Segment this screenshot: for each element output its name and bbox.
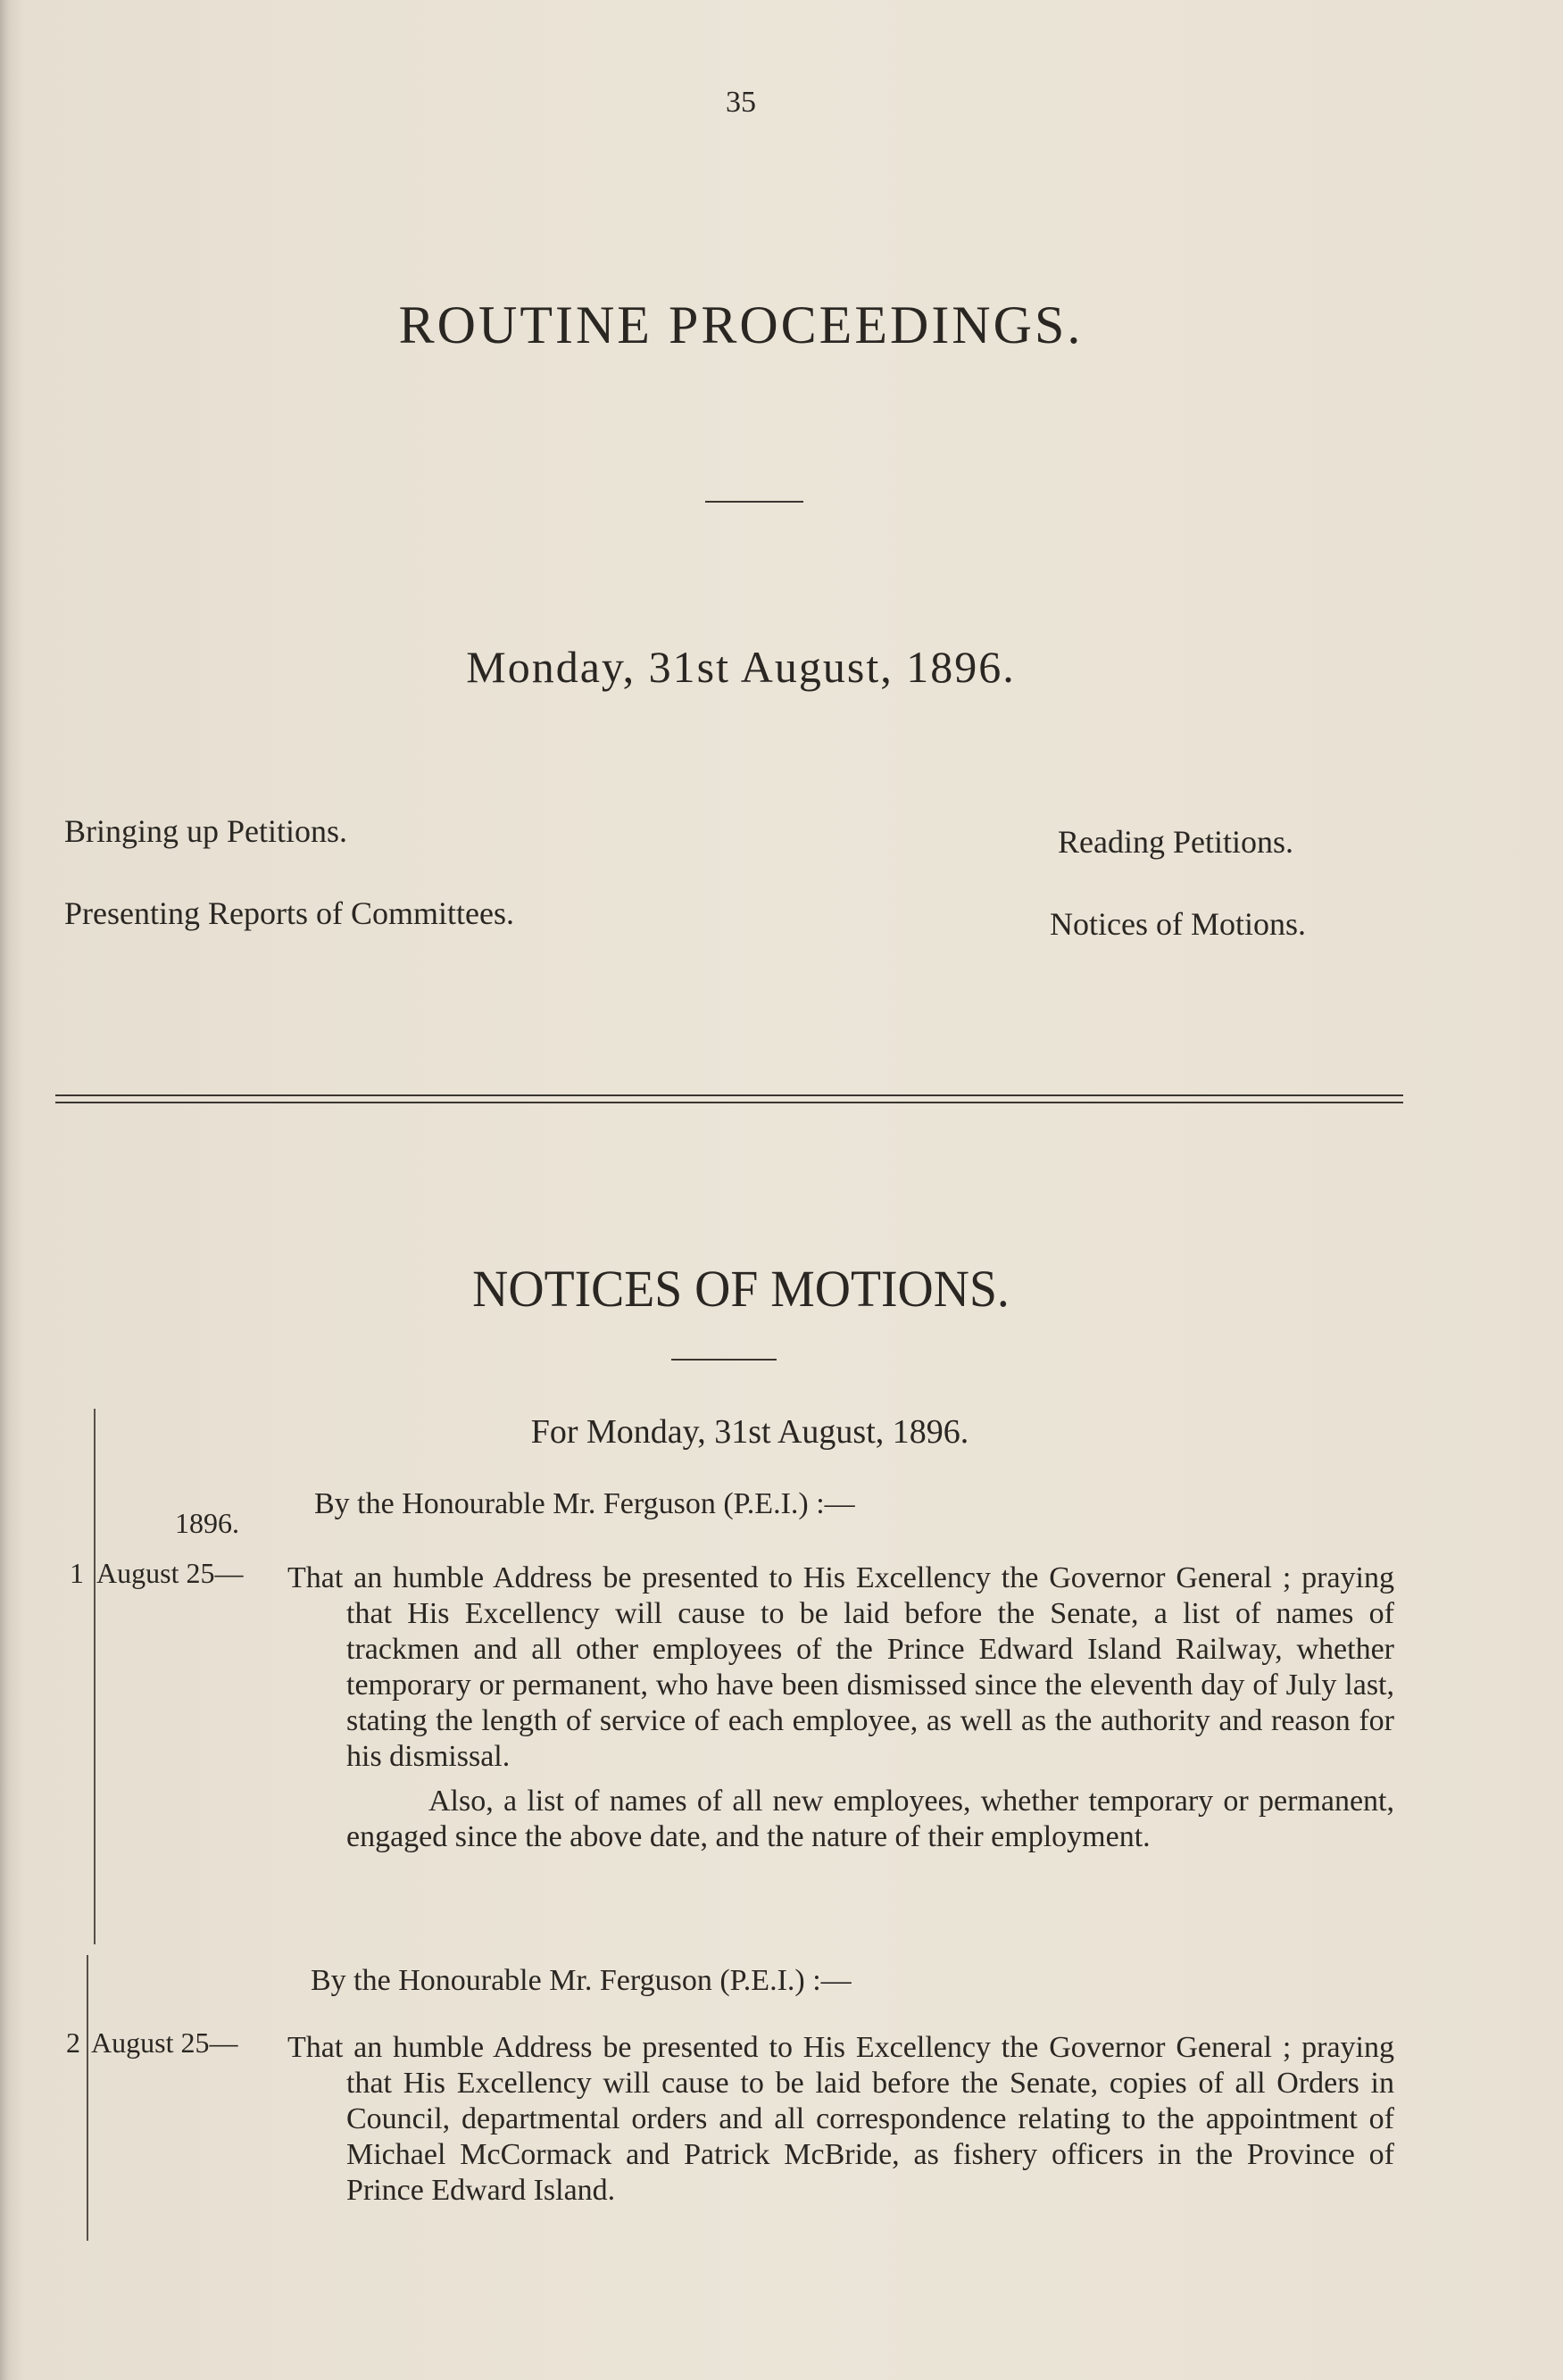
motion-number: 1 bbox=[70, 1557, 84, 1589]
routine-item-notices-of-motions: Notices of Motions. bbox=[1050, 906, 1306, 942]
routine-item-bringing-up-petitions: Bringing up Petitions. bbox=[64, 813, 348, 849]
motion-margin-rule bbox=[87, 1955, 88, 2241]
page-number: 35 bbox=[726, 86, 756, 119]
motion-margin-rule bbox=[94, 1409, 96, 1944]
short-rule bbox=[705, 501, 803, 503]
motion-date: August 25— bbox=[91, 2026, 238, 2059]
motion-number: 2 bbox=[66, 2026, 80, 2059]
motion-text-block bbox=[287, 2030, 1394, 2209]
double-rule-divider bbox=[55, 1094, 1403, 1103]
motion-text-continued: Also, a list of names of all new employees, whether temporary or permanent, engaged since the above date, and the nature of their employment. bbox=[346, 1785, 1394, 1853]
routine-item-reading-petitions: Reading Petitions. bbox=[1058, 824, 1293, 860]
motion-mover: By the Honourable Mr. Ferguson (P.E.I.) :— bbox=[314, 1487, 855, 1520]
for-date-heading: For Monday, 31st August, 1896. bbox=[530, 1413, 969, 1451]
notices-of-motions-title: NOTICES OF MOTIONS. bbox=[472, 1260, 1010, 1318]
routine-proceedings-title: ROUTINE PROCEEDINGS. bbox=[398, 295, 1084, 354]
motion-text-block bbox=[287, 1560, 1394, 1855]
motion-text: That an humble Address be presented to His Excellency the Governor General ; praying that His Excellency will cause to be laid before the Senate, a list of names of trackmen and all other employees of the Prince Edward Island Railway, whether temporary or permanent, who have been dismissed since the eleventh day of July last, stating the length of service of each employee, as well as the authority and reason for his dismissal. bbox=[287, 1561, 1394, 1773]
short-rule bbox=[671, 1359, 777, 1361]
motion-text: That an humble Address be presented to His Excellency the Governor General ; praying that His Excellency will cause to be laid before the Senate, copies of all Orders in Council, departmental orders and all correspondence relating to the appointment of Michael McCormack and Patrick McBride, as fishery officers in the Province of Prince Edward Island. bbox=[287, 2031, 1394, 2207]
margin-year: 1896. bbox=[175, 1507, 239, 1539]
routine-date-heading: Monday, 31st August, 1896. bbox=[466, 642, 1016, 692]
motion-mover: By the Honourable Mr. Ferguson (P.E.I.) :— bbox=[311, 1964, 852, 1997]
routine-item-presenting-reports: Presenting Reports of Committees. bbox=[64, 895, 514, 931]
motion-date: August 25— bbox=[96, 1557, 244, 1589]
